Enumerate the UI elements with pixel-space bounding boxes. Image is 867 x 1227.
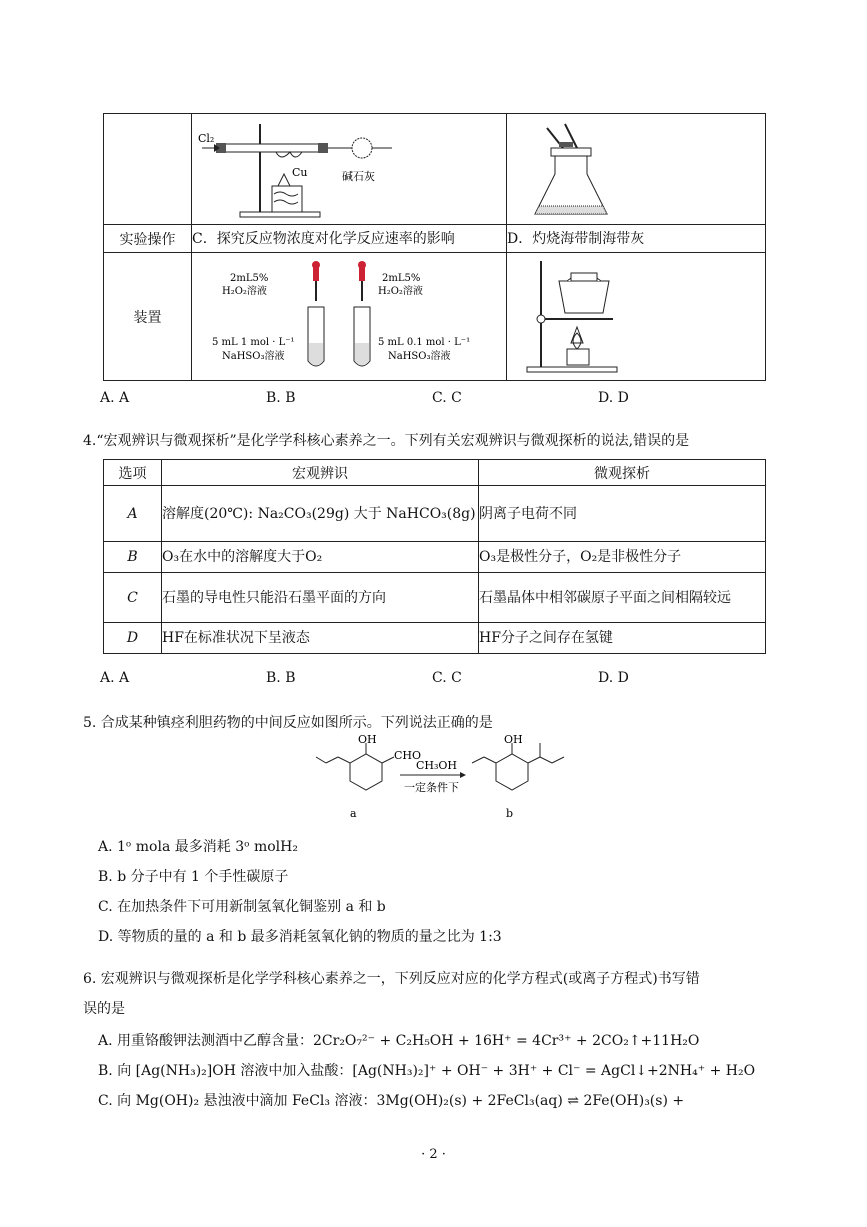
q5-option-c[interactable]: C. 在加热条件下可用新制氢氧化铜鉴别 a 和 b bbox=[98, 899, 386, 915]
fig-cell-d bbox=[507, 253, 766, 381]
q6-option-a[interactable]: A. 用重铬酸钾法测酒中乙醇含量：2Cr₂O₇²⁻ + C₂H₅OH + 16H⁺ = 4Cr³⁺ + 2CO₂↑+11H₂O bbox=[98, 1033, 700, 1049]
oh-b-label: OH bbox=[504, 735, 523, 746]
q4-option-c[interactable]: C. C bbox=[432, 670, 462, 686]
q4-table bbox=[103, 459, 766, 654]
q5-option-a[interactable]: A. 1ᵒ mola 最多消耗 3ᵒ molH₂ bbox=[98, 839, 298, 855]
fig-cell-b bbox=[507, 114, 766, 225]
q4-options bbox=[100, 670, 800, 686]
q3-apparatus-table bbox=[103, 113, 766, 381]
q4-header-macro: 宏观辨识 bbox=[162, 460, 479, 486]
q4-row-b-opt: B bbox=[127, 549, 138, 565]
cho-label: CHO bbox=[394, 749, 422, 762]
q4-stem: 4.“宏观辨识与微观探析”是化学学科核心素养之一。下列有关宏观辨识与微观探析的说法,错误的是 bbox=[83, 433, 690, 449]
q3-option-d[interactable]: D. D bbox=[598, 390, 629, 406]
q6-option-c[interactable]: C. 向 Mg(OH)₂ 悬浊液中滴加 FeCl₃ 溶液：3Mg(OH)₂(s) + 2FeCl₃(aq) ⇌ 2Fe(OH)₃(s) + bbox=[98, 1093, 685, 1109]
q4-row-b-micro: O₃是极性分子，O₂是非极性分子 bbox=[479, 542, 766, 573]
q4-row-d-micro: HF分子之间存在氢键 bbox=[479, 623, 766, 654]
option-d-operation: D．灼烧海带制海带灰 bbox=[507, 225, 766, 253]
option-c-operation: C．探究反应物浓度对化学反应速率的影响 bbox=[192, 225, 507, 253]
left-top-2: H₂O₂溶液 bbox=[222, 286, 267, 297]
condition-label: 一定条件下 bbox=[404, 781, 459, 794]
q3-options bbox=[100, 390, 800, 406]
label-b: b bbox=[506, 807, 514, 820]
q3-option-a[interactable]: A. A bbox=[100, 390, 130, 406]
fig-cell-c bbox=[192, 253, 507, 381]
q5-option-d[interactable]: D. 等物质的量的 a 和 b 最多消耗氢氧化钠的物质的量之比为 1:3 bbox=[98, 929, 502, 945]
page-number: · 2 · bbox=[421, 1147, 446, 1162]
q4-row-d-opt: D bbox=[126, 630, 139, 646]
cu-label: Cu bbox=[292, 166, 308, 179]
q6-stem-line1: 6. 宏观辨识与微观探析是化学学科核心素养之一，下列反应对应的化学方程式(或离子方程式)书写错 bbox=[83, 971, 700, 987]
right-bot-2: NaHSO₃溶液 bbox=[388, 351, 451, 362]
label-a: a bbox=[350, 807, 357, 820]
q4-option-b[interactable]: B. B bbox=[266, 670, 296, 686]
row-label-operation: 实验操作 bbox=[104, 225, 192, 253]
q5-stem: 5. 合成某种镇痉利胆药物的中间反应如图所示。下列说法正确的是 bbox=[83, 715, 493, 731]
left-bot-2: NaHSO₃溶液 bbox=[222, 351, 285, 362]
cl2-label: Cl₂ bbox=[198, 132, 215, 145]
chlorine-copper-apparatus-figure bbox=[192, 114, 506, 220]
q4-row-c-macro: 石墨的导电性只能沿石墨平面的方向 bbox=[162, 573, 479, 623]
q4-row-c-micro: 石墨晶体中相邻碳原子平面之间相隔较远 bbox=[479, 573, 766, 623]
soda-lime-label: 碱石灰 bbox=[342, 170, 375, 183]
q4-row-a-macro: 溶解度(20℃): Na₂CO₃(29g) 大于 NaHCO₃(8g) bbox=[162, 486, 479, 542]
reagent-label: CH₃OH bbox=[416, 759, 458, 772]
q4-row-d-macro: HF在标准状况下呈液态 bbox=[162, 623, 479, 654]
right-bot-1: 5 mL 0.1 mol · L⁻¹ bbox=[378, 337, 471, 348]
fig-cell-a bbox=[192, 114, 507, 225]
reaction-scheme bbox=[310, 735, 570, 825]
left-top-1: 2mL5% bbox=[230, 273, 269, 284]
q4-header-micro: 微观探析 bbox=[479, 460, 766, 486]
oh-a-label: OH bbox=[358, 735, 377, 746]
q4-row-b-macro: O₃在水中的溶解度大于O₂ bbox=[162, 542, 479, 573]
right-top-2: H₂O₂溶液 bbox=[378, 286, 423, 297]
q4-option-d[interactable]: D. D bbox=[598, 670, 629, 686]
q3-option-b[interactable]: B. B bbox=[266, 390, 296, 406]
h2o2-test-tubes-figure bbox=[192, 253, 506, 376]
q4-option-a[interactable]: A. A bbox=[100, 670, 130, 686]
q4-row-a-micro: 阴离子电荷不同 bbox=[479, 486, 766, 542]
q6-stem-line2: 误的是 bbox=[83, 1001, 125, 1017]
q4-header-option: 选项 bbox=[104, 460, 162, 486]
q3-option-c[interactable]: C. C bbox=[432, 390, 462, 406]
q4-row-a-opt: A bbox=[127, 505, 138, 522]
left-bot-1: 5 mL 1 mol · L⁻¹ bbox=[212, 337, 295, 348]
q5-option-b[interactable]: B. b 分子中有 1 个手性碳原子 bbox=[98, 869, 289, 885]
conical-flask-figure bbox=[507, 114, 765, 220]
q4-row-c-opt: C bbox=[127, 589, 138, 606]
crucible-burning-figure bbox=[507, 253, 765, 376]
right-top-1: 2mL5% bbox=[382, 273, 421, 284]
row-label-apparatus: 装置 bbox=[104, 253, 192, 381]
empty-label-cell bbox=[104, 114, 192, 225]
q6-option-b[interactable]: B. 向 [Ag(NH₃)₂]OH 溶液中加入盐酸：[Ag(NH₃)₂]⁺ + OH⁻ + 3H⁺ + Cl⁻ = AgCl↓+2NH₄⁺ + H₂O bbox=[98, 1063, 756, 1079]
